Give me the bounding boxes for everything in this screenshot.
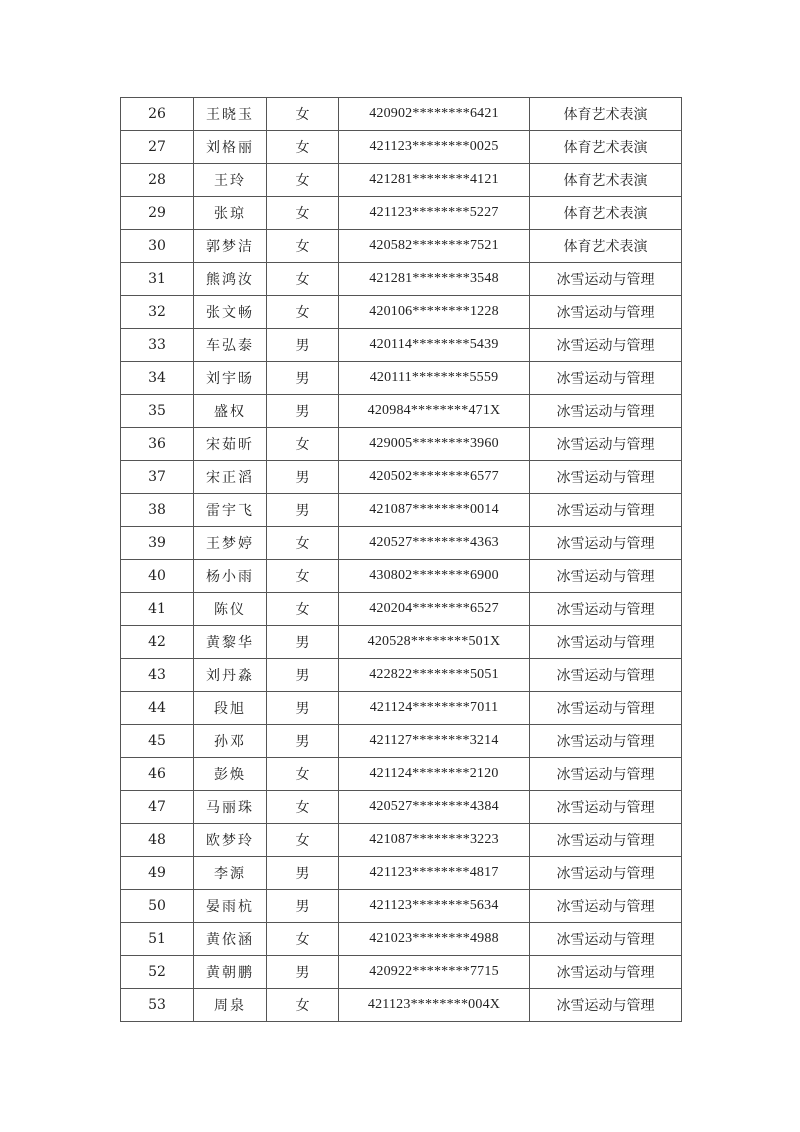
id-number-cell: 422822********5051 [339,659,530,692]
table-row [121,956,682,989]
row-number-cell: 52 [121,956,194,989]
major-cell: 体育艺术表演 [530,131,682,164]
id-number-cell: 429005********3960 [339,428,530,461]
table-row [121,626,682,659]
table-row [121,857,682,890]
row-number-cell: 28 [121,164,194,197]
major-cell: 冰雪运动与管理 [530,725,682,758]
id-number-cell: 420502********6577 [339,461,530,494]
row-number-cell: 40 [121,560,194,593]
row-number-cell: 45 [121,725,194,758]
gender-cell: 女 [267,923,339,956]
gender-cell: 女 [267,296,339,329]
id-number-cell: 421123********5227 [339,197,530,230]
gender-cell: 女 [267,560,339,593]
name-cell: 杨小雨 [194,560,267,593]
name-cell: 刘宇旸 [194,362,267,395]
gender-cell: 男 [267,659,339,692]
name-cell: 雷宇飞 [194,494,267,527]
row-number-cell: 32 [121,296,194,329]
gender-cell: 男 [267,329,339,362]
table-row [121,428,682,461]
table-row [121,329,682,362]
name-cell: 王梦婷 [194,527,267,560]
row-number-cell: 35 [121,395,194,428]
row-number-cell: 31 [121,263,194,296]
name-cell: 马丽珠 [194,791,267,824]
row-number-cell: 51 [121,923,194,956]
row-number-cell: 50 [121,890,194,923]
table-row [121,296,682,329]
major-cell: 冰雪运动与管理 [530,989,682,1022]
name-cell: 晏雨杭 [194,890,267,923]
table-row [121,659,682,692]
name-cell: 宋茹昕 [194,428,267,461]
gender-cell: 男 [267,725,339,758]
gender-cell: 女 [267,824,339,857]
name-cell: 黄朝鹏 [194,956,267,989]
row-number-cell: 49 [121,857,194,890]
table-row [121,395,682,428]
id-number-cell: 420528********501X [339,626,530,659]
row-number-cell: 48 [121,824,194,857]
id-number-cell: 430802********6900 [339,560,530,593]
name-cell: 张文畅 [194,296,267,329]
gender-cell: 男 [267,692,339,725]
table-row [121,164,682,197]
gender-cell: 女 [267,989,339,1022]
table-row [121,461,682,494]
table-row [121,923,682,956]
gender-cell: 女 [267,527,339,560]
name-cell: 张琼 [194,197,267,230]
major-cell: 冰雪运动与管理 [530,296,682,329]
gender-cell: 女 [267,230,339,263]
row-number-cell: 38 [121,494,194,527]
major-cell: 冰雪运动与管理 [530,593,682,626]
id-number-cell: 420582********7521 [339,230,530,263]
major-cell: 体育艺术表演 [530,98,682,131]
gender-cell: 女 [267,593,339,626]
gender-cell: 男 [267,395,339,428]
major-cell: 冰雪运动与管理 [530,824,682,857]
id-number-cell: 420527********4363 [339,527,530,560]
row-number-cell: 53 [121,989,194,1022]
table-row [121,98,682,131]
id-number-cell: 420204********6527 [339,593,530,626]
gender-cell: 男 [267,494,339,527]
major-cell: 冰雪运动与管理 [530,857,682,890]
name-cell: 孙邓 [194,725,267,758]
row-number-cell: 42 [121,626,194,659]
name-cell: 欧梦玲 [194,824,267,857]
major-cell: 冰雪运动与管理 [530,890,682,923]
major-cell: 冰雪运动与管理 [530,692,682,725]
name-cell: 黄依涵 [194,923,267,956]
row-number-cell: 26 [121,98,194,131]
id-number-cell: 421123********4817 [339,857,530,890]
gender-cell: 男 [267,362,339,395]
gender-cell: 男 [267,461,339,494]
table-row [121,890,682,923]
row-number-cell: 44 [121,692,194,725]
major-cell: 冰雪运动与管理 [530,791,682,824]
table-row [121,527,682,560]
name-cell: 郭梦洁 [194,230,267,263]
table-row [121,824,682,857]
gender-cell: 男 [267,890,339,923]
major-cell: 冰雪运动与管理 [530,758,682,791]
row-number-cell: 33 [121,329,194,362]
gender-cell: 男 [267,626,339,659]
gender-cell: 女 [267,758,339,791]
row-number-cell: 29 [121,197,194,230]
major-cell: 冰雪运动与管理 [530,956,682,989]
table-row [121,230,682,263]
id-number-cell: 421023********4988 [339,923,530,956]
id-number-cell: 420984********471X [339,395,530,428]
name-cell: 黄黎华 [194,626,267,659]
name-cell: 王玲 [194,164,267,197]
roster-body [121,98,682,1022]
major-cell: 冰雪运动与管理 [530,560,682,593]
id-number-cell: 420902********6421 [339,98,530,131]
id-number-cell: 420106********1228 [339,296,530,329]
id-number-cell: 421123********5634 [339,890,530,923]
name-cell: 车弘泰 [194,329,267,362]
major-cell: 冰雪运动与管理 [530,923,682,956]
row-number-cell: 47 [121,791,194,824]
name-cell: 盛权 [194,395,267,428]
table-row [121,197,682,230]
id-number-cell: 421087********0014 [339,494,530,527]
id-number-cell: 421281********4121 [339,164,530,197]
table-row [121,758,682,791]
name-cell: 李源 [194,857,267,890]
name-cell: 刘丹淼 [194,659,267,692]
row-number-cell: 37 [121,461,194,494]
name-cell: 王晓玉 [194,98,267,131]
gender-cell: 女 [267,791,339,824]
id-number-cell: 421123********004X [339,989,530,1022]
gender-cell: 女 [267,428,339,461]
id-number-cell: 421087********3223 [339,824,530,857]
table-row [121,131,682,164]
major-cell: 冰雪运动与管理 [530,659,682,692]
table-row [121,791,682,824]
major-cell: 冰雪运动与管理 [530,329,682,362]
major-cell: 冰雪运动与管理 [530,527,682,560]
major-cell: 体育艺术表演 [530,230,682,263]
id-number-cell: 421127********3214 [339,725,530,758]
major-cell: 冰雪运动与管理 [530,362,682,395]
gender-cell: 女 [267,131,339,164]
major-cell: 体育艺术表演 [530,197,682,230]
row-number-cell: 39 [121,527,194,560]
table-row [121,494,682,527]
name-cell: 熊鸿汝 [194,263,267,296]
table-row [121,989,682,1022]
row-number-cell: 41 [121,593,194,626]
row-number-cell: 30 [121,230,194,263]
id-number-cell: 421281********3548 [339,263,530,296]
row-number-cell: 43 [121,659,194,692]
id-number-cell: 420111********5559 [339,362,530,395]
major-cell: 冰雪运动与管理 [530,263,682,296]
major-cell: 冰雪运动与管理 [530,626,682,659]
id-number-cell: 421123********0025 [339,131,530,164]
major-cell: 冰雪运动与管理 [530,494,682,527]
gender-cell: 男 [267,956,339,989]
row-number-cell: 34 [121,362,194,395]
gender-cell: 男 [267,857,339,890]
table-row [121,593,682,626]
name-cell: 陈仪 [194,593,267,626]
row-number-cell: 36 [121,428,194,461]
name-cell: 周泉 [194,989,267,1022]
major-cell: 冰雪运动与管理 [530,428,682,461]
name-cell: 宋正滔 [194,461,267,494]
gender-cell: 女 [267,197,339,230]
id-number-cell: 421124********2120 [339,758,530,791]
major-cell: 体育艺术表演 [530,164,682,197]
row-number-cell: 27 [121,131,194,164]
table-row [121,362,682,395]
table-row [121,560,682,593]
major-cell: 冰雪运动与管理 [530,461,682,494]
id-number-cell: 420114********5439 [339,329,530,362]
major-cell: 冰雪运动与管理 [530,395,682,428]
row-number-cell: 46 [121,758,194,791]
gender-cell: 女 [267,263,339,296]
name-cell: 刘格丽 [194,131,267,164]
name-cell: 彭焕 [194,758,267,791]
table-row [121,725,682,758]
gender-cell: 女 [267,164,339,197]
student-roster-table [120,97,682,1022]
id-number-cell: 421124********7011 [339,692,530,725]
gender-cell: 女 [267,98,339,131]
name-cell: 段旭 [194,692,267,725]
id-number-cell: 420527********4384 [339,791,530,824]
table-row [121,263,682,296]
table-row [121,692,682,725]
id-number-cell: 420922********7715 [339,956,530,989]
